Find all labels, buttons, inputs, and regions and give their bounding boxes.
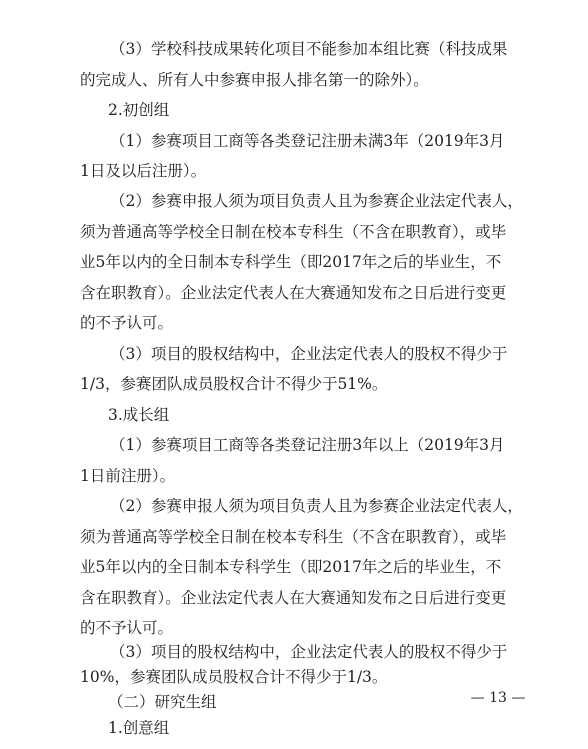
paragraph-line: 须为普通高等学校全日制在校本专科生（不含在职教育），或毕 [80,528,507,546]
paragraph-line: 含在职教育）。企业法定代表人在大赛通知发布之日后进行变更 [80,284,507,302]
paragraph-line: （1）参赛项目工商等各类登记注册未满3年（2019年3月 [110,132,505,150]
page-number: — 13 — [470,690,526,706]
paragraph-line: （2）参赛申报人须为项目负责人且为参赛企业法定代表人， [110,192,523,210]
paragraph-line: （2）参赛申报人须为项目负责人且为参赛企业法定代表人， [110,497,523,515]
paragraph-line: 10%，参赛团队成员股权合计不得少于1/3。 [80,668,388,686]
section-heading: 3.成长组 [108,406,170,424]
paragraph-line: （3）项目的股权结构中，企业法定代表人的股权不得少于 [110,643,508,661]
paragraph-line: 1日及以后注册）。 [80,162,207,180]
paragraph-line: 1/3，参赛团队成员股权合计不得少于51%。 [80,375,388,393]
paragraph-line: 的不予认可。 [80,314,174,332]
paragraph-line: 业5年以内的全日制本专科学生（即2017年之后的毕业生，不 [80,558,502,576]
paragraph-line: （3）学校科技成果转化项目不能参加本组比赛（科技成果 [110,40,508,58]
paragraph-line: 含在职教育）。企业法定代表人在大赛通知发布之日后进行变更 [80,589,507,607]
paragraph-line: （1）参赛项目工商等各类登记注册3年以上（2019年3月 [110,436,505,454]
paragraph-line: 须为普通高等学校全日制在校本专科生（不含在职教育），或毕 [80,223,507,241]
paragraph-line: 的不予认可。 [80,619,174,637]
section-heading: 1.创意组 [108,719,170,737]
section-heading: （二）研究生组 [108,693,217,711]
section-heading: 2.初创组 [108,101,170,119]
paragraph-line: （3）项目的股权结构中，企业法定代表人的股权不得少于 [110,345,508,363]
paragraph-line: 业5年以内的全日制本专科学生（即2017年之后的毕业生，不 [80,253,502,271]
paragraph-line: 1日前注册）。 [80,467,176,485]
paragraph-line: 的完成人、所有人中参赛申报人排名第一的除外）。 [80,71,429,89]
